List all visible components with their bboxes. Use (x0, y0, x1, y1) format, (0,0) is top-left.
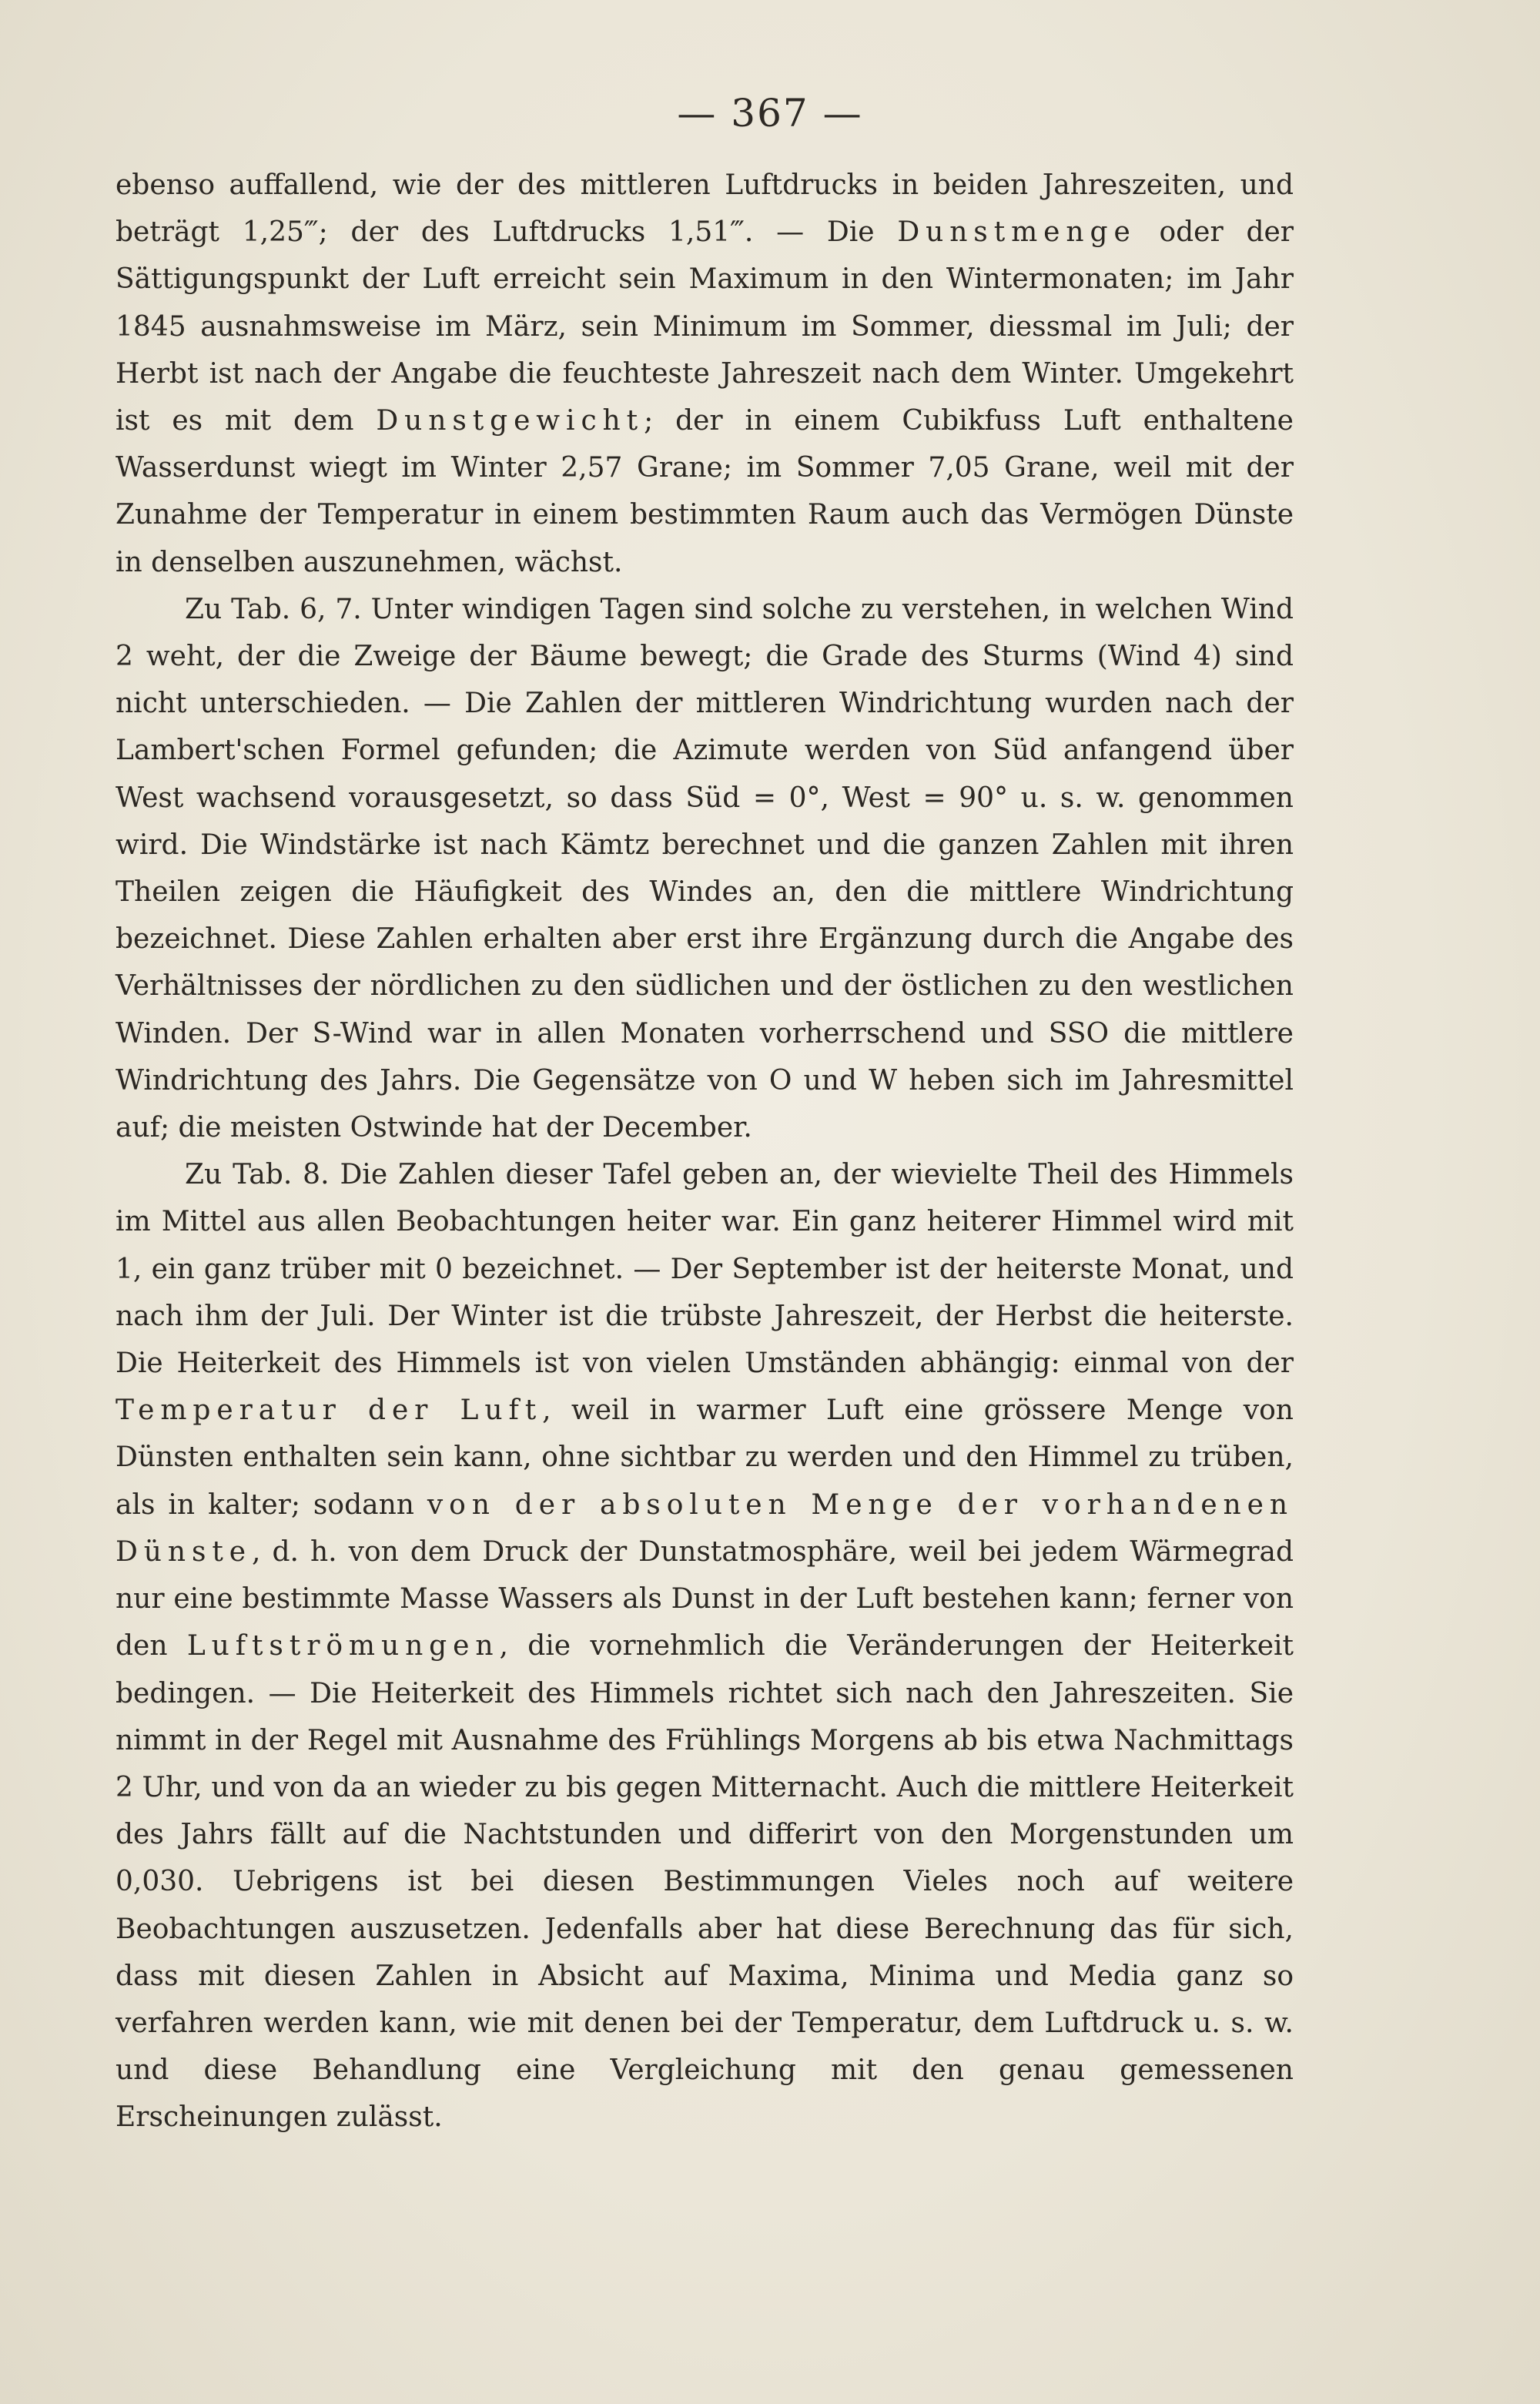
body-text (116, 162, 1294, 2141)
text-span: Zu Tab. 6, 7. Unter windigen Tagen sind solche zu verstehen, in welchen Wind 2 weht, der die Zweige der Bäume bewegt; die Grade des Sturms (Wind 4) sind nicht unterschieden. — Die Zahlen der mittleren Windrichtung wurden nach der Lambert'schen Formel gefunden; die Azimute werden von Süd anfangend über West wachsend vorausgesetzt, so dass Süd = 0°, West = 90° u. s. w. genommen wird. Die Windstärke ist nach Kämtz berechnet und die ganzen Zahlen mit ihren Theilen zeigen die Häufigkeit des Windes an, den die mittlere Windrichtung bezeichnet. Diese Zahlen erhalten aber erst ihre Ergänzung durch die Angabe des Verhältnisses der nördlichen zu den südlichen und der östlichen zu den westlichen Winden. Der S-Wind war in allen Monaten vorherrschend und SSO die mittlere Windrichtung des Jahrs. Die Gegensätze von O und W heben sich im Jahresmittel auf; die meisten Ostwinde hat der December. (116, 593, 1294, 1144)
text-span: ebenso auffallend, wie der des mittleren Luftdrucks in beiden Jahreszeiten, und beträgt 1,25‴; der des Luftdrucks 1,51‴. — Die (116, 169, 1294, 249)
spaced-term-luftstroemungen: Luftströmungen (186, 1630, 500, 1662)
text-span: , d. h. von dem Druck der Dunstatmosphäre, weil bei jedem Wärmegrad nur eine bestimmte Masse Wassers als Dunst in der Luft bestehen kann; ferner von den (116, 1535, 1294, 1662)
paragraph-tab-8 (116, 1151, 1294, 2141)
text-span: , weil in warmer Luft eine grössere Menge von Dünsten enthalten sein kann, ohne sichtbar zu werden und den Himmel zu trüben, als in kalter; sodann (116, 1395, 1294, 1521)
text-span: , die vornehmlich die Veränderungen der Heiterkeit bedingen. — Die Heiterkeit des Himmels richtet sich nach den Jahreszeiten. Sie nimmt in der Regel mit Ausnahme des Frühlings Morgens ab bis etwa Nachmittags 2 Uhr, und von da an wieder zu bis gegen Mitternacht. Auch die mittlere Heiterkeit des Jahrs fällt auf die Nachtstunden und differirt von den Morgenstunden um 0,030. Uebrigens ist bei diesen Bestimmungen Vieles noch auf weitere Beobachtungen auszusetzen. Jedenfalls aber hat diese Berechnung das für sich, dass mit diesen Zahlen in Absicht auf Maxima, Minima und Media ganz so verfahren werden kann, wie mit denen bei der Temperatur, dem Luftdruck u. s. w. und diese Behandlung eine Vergleichung mit den genau gemessenen Erscheinungen zulässt. (116, 1630, 1294, 2134)
paragraph-dunst (116, 162, 1294, 586)
text-span: ; der in einem Cubikfuss Luft enthaltene Wasserdunst wiegt im Winter 2,57 Grane; im Sommer 7,05 Grane, weil mit der Zunahme der Temperatur in einem bestimmten Raum auch das Vermögen Dünste in denselben auszunehmen, wächst. (116, 405, 1294, 578)
paragraph-tab-6-7 (116, 586, 1294, 1151)
page-number: — 367 — (677, 91, 863, 136)
spaced-term-dunstgewicht: Dunstgewicht (376, 405, 644, 437)
text-span: oder der Sättigungspunkt der Luft erreicht sein Maximum in den Wintermonaten; im Jahr 1845 ausnahmsweise im März, sein Minimum im Sommer, diessmal im Juli; der Herbt ist nach der Angabe die feuchteste Jahreszeit nach dem Winter. Umgekehrt ist es mit dem (116, 216, 1294, 437)
spaced-term-dunstmenge: Dunstmenge (897, 216, 1137, 249)
spaced-term-temperatur: Temperatur der Luft (116, 1395, 543, 1427)
spaced-term-absolute-menge: von der absoluten Menge der vorhandenen Dünste (116, 1488, 1294, 1568)
text-span: Zu Tab. 8. Die Zahlen dieser Tafel geben an, der wievielte Theil des Himmels im Mittel aus allen Beobachtungen heiter war. Ein ganz heiterer Himmel wird mit 1, ein ganz trüber mit 0 bezeichnet. — Der September ist der heiterste Monat, und nach ihm der Juli. Der Winter ist die trübste Jahreszeit, der Herbst die heiterste. Die Heiterkeit des Himmels ist von vielen Umständen abhängig: einmal von der (116, 1159, 1294, 1380)
